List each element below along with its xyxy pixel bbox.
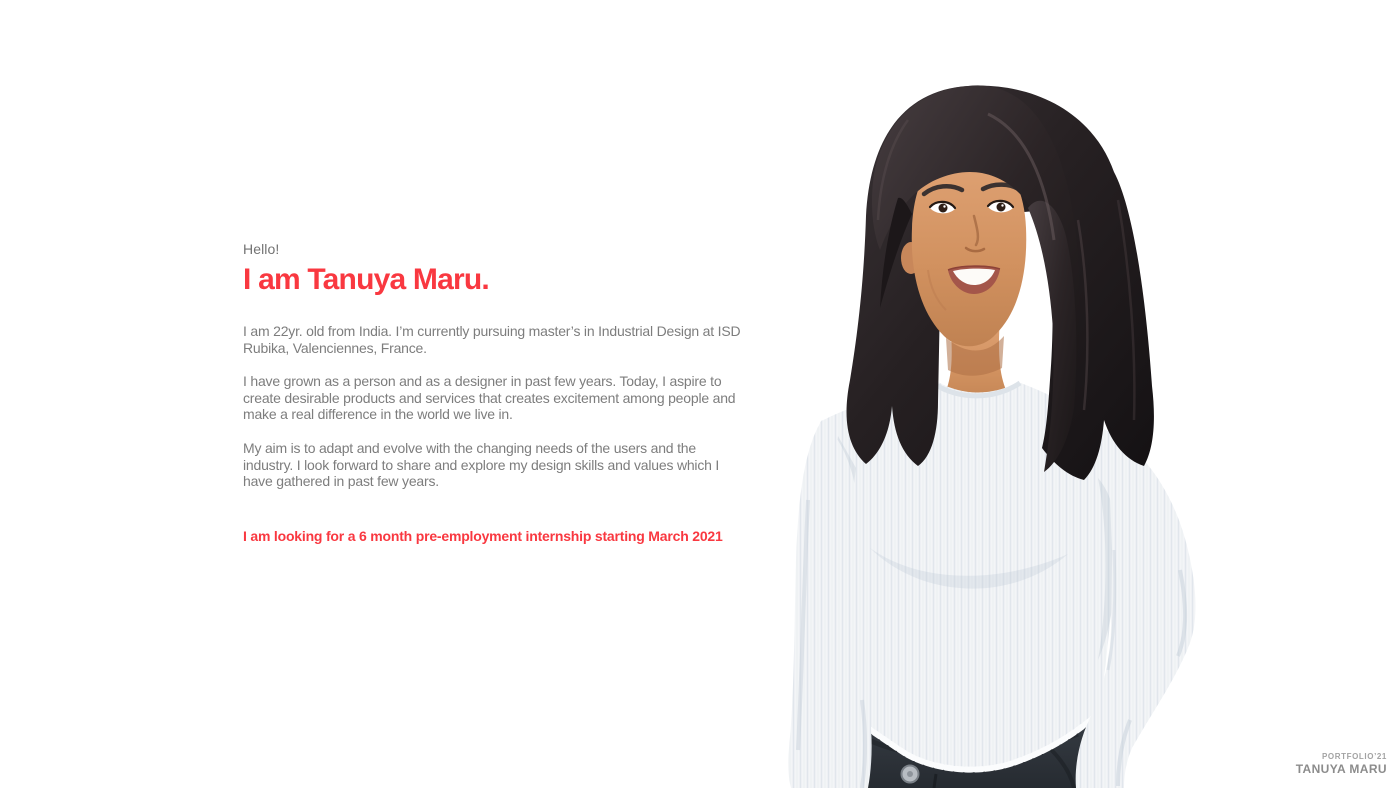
intro-paragraph-2: I have grown as a person and as a designer in past few years. Today, I aspire to create desirable products and services that creates excitement among people and make a real difference in the world we live in. [243, 373, 736, 423]
portrait-photo [778, 80, 1260, 788]
intro-paragraph-1: I am 22yr. old from India. I’m currently pursuing master’s in Industrial Design at ISD Rubika, Valenciennes, France. [243, 323, 741, 356]
page-title: I am Tanuya Maru. [243, 263, 489, 296]
footer-signature [1296, 752, 1387, 776]
footer-portfolio-label: PORTFOLIO’21 [1322, 752, 1387, 761]
greeting-text: Hello! [243, 241, 280, 257]
footer-name: TANUYA MARU [1295, 762, 1387, 776]
intro-section [243, 241, 748, 545]
internship-callout: I am looking for a 6 month pre-employment internship starting March 2021 [243, 527, 723, 544]
intro-paragraph-3: My aim is to adapt and evolve with the changing needs of the users and the industry. I look forward to share and explore my design skills and values which I have gathered in past few years. [243, 439, 720, 490]
